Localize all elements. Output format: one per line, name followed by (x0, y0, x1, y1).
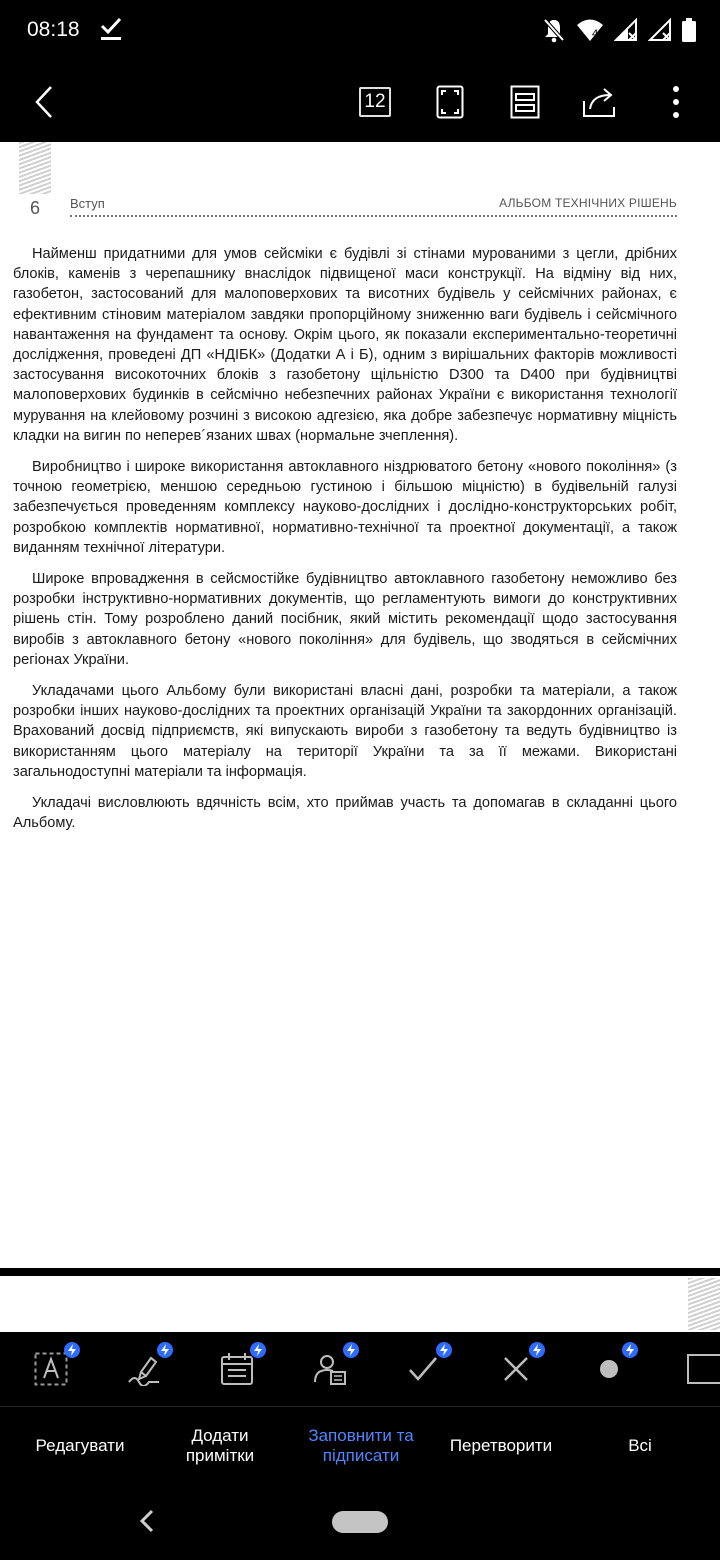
tab-add-notes[interactable] (150, 1407, 290, 1485)
top-toolbar (0, 62, 720, 142)
rectangle-tool[interactable] (680, 1346, 720, 1392)
status-time: 08:18 (27, 18, 80, 41)
cross-icon (499, 1352, 533, 1386)
paragraph: Широке впровадження в сейсмостійке будівництво автоклавного газобетону неможливо без розробки інструктивно-нормативних документів, що регламентують вимоги до конструктивних рішень стін. Тому розроблено даний посібник, який містить рекомендації щодо застосування виробів з автоклавного бетону «нового покоління» для будівель, що зводяться в сейсмічних регіонах України. (13, 571, 677, 668)
initials-tool[interactable] (305, 1346, 355, 1392)
paragraph: Укладачі висловлюють вдячність всім, хто приймав участь та допомагав в складанні цього Альбому. (13, 795, 677, 832)
signature-tool[interactable] (119, 1346, 169, 1392)
signature-pen-icon (127, 1352, 161, 1386)
tab-label: Всі (628, 1436, 652, 1455)
status-bar (0, 0, 720, 62)
page-layout-button[interactable] (503, 80, 547, 124)
tab-fill-sign[interactable] (290, 1407, 432, 1485)
fill-sign-tools (0, 1332, 720, 1406)
page-decoration (19, 142, 51, 194)
text-box-icon (34, 1352, 68, 1386)
battery-icon (682, 18, 696, 42)
check-icon (100, 16, 122, 42)
page-layout-icon (510, 85, 540, 119)
wifi-badge: 4 (592, 28, 599, 40)
tab-label: Заповнити та підписати (308, 1426, 414, 1465)
date-icon (220, 1352, 254, 1386)
premium-badge-icon (343, 1342, 359, 1358)
notifications-off-icon (542, 17, 566, 43)
premium-badge-icon (436, 1342, 452, 1358)
tab-label: Додати примітки (185, 1426, 255, 1465)
home-pill[interactable] (332, 1511, 388, 1533)
text-box-tool[interactable] (26, 1346, 76, 1392)
fullscreen-button[interactable] (428, 80, 472, 124)
back-button[interactable] (22, 80, 66, 124)
status-icons (542, 16, 696, 44)
page-decoration (688, 1278, 720, 1330)
document-viewer[interactable] (0, 142, 720, 1332)
more-icon (672, 85, 680, 119)
cross-tool[interactable] (491, 1346, 541, 1392)
paragraph: Виробництво і широке використання автоклавного ніздрюватого бетону «нового покоління» (з точною геометрією, меншою середньою густиною і більшою міцністю) в будівельній галузі забезпечується проведенням комплексу науково-дослідних і дослідно-конструкторських робіт, розробкою комплектів нормативної, нормативно-технічної та проектної документації, а також виданням технічної літератури. (13, 459, 677, 556)
share-button[interactable] (578, 80, 622, 124)
paragraph: Найменш придатними для умов сейсміки є будівлі зі стінами мурованими з цегли, дрібних блоків, каменів з черепашнику внаслідок підвищеної маси конструкції. На відміну від них, газобетон, застосований для малоповерхових та висотних будівель у сейсмічних районах, є ефективним стіновим матеріалом завдяки пропорційному зниженню ваги будівель і сейсмічного навантаження на фундамент та основу. Окрім цього, як показали експериментально-теоретичні дослідження, проведені ДП «НДІБК» (Додатки А і Б), одним з вирішальних факторів можливості застосування високоточних блоків з газобетону щільністю D300 та D400 при будівництві малоповерхових будинків в сейсмічно небезпечних районах України є використання технології мурування на клейовому розчині з високою адгезією, яка добре забезпечує нормативну міцність кладки на вигин по неперев´язаних швах (нормальне зчеплення). (13, 246, 677, 444)
tab-label: Перетворити (449, 1436, 553, 1455)
section-title: Вступ (70, 196, 105, 211)
page-number: 6 (30, 198, 41, 218)
date-tool[interactable] (212, 1346, 262, 1392)
checkmark-tool[interactable] (398, 1346, 448, 1392)
premium-badge-icon (622, 1342, 638, 1358)
share-icon (582, 85, 618, 119)
signal-icon (614, 18, 638, 42)
initials-icon (313, 1352, 347, 1386)
fullscreen-icon (436, 85, 464, 119)
album-title: АЛЬБОМ ТЕХНІЧНИХ РІШЕНЬ (499, 196, 677, 210)
tab-label: Редагувати (35, 1436, 125, 1455)
document-page (0, 142, 720, 1268)
body-text (13, 244, 677, 844)
checkmark-icon (406, 1352, 440, 1386)
dot-tool[interactable] (584, 1346, 634, 1392)
page-number-icon: 12 (359, 87, 391, 117)
header-divider (70, 215, 677, 217)
wifi-icon (576, 18, 604, 42)
paragraph: Укладачами цього Альбому були використані власні дані, розробки та матеріали, а також розробки інших науково-дослідних та проектних організацій України та закордонних організацій. Врахований досвід підприємств, які випускають вироби з газобетону та ведуть будівництво із використанням цього матеріалу на території України та за її межами. Використані загальнодоступні матеріали та інформація. (13, 683, 677, 780)
tab-all[interactable] (572, 1407, 708, 1485)
premium-badge-icon (250, 1342, 266, 1358)
more-button[interactable] (654, 80, 698, 124)
mode-tabs (0, 1406, 720, 1484)
next-document-page (0, 1276, 720, 1332)
back-icon (33, 85, 55, 119)
page-number-button[interactable] (353, 80, 397, 124)
dot-icon (592, 1352, 626, 1386)
tab-edit[interactable] (0, 1407, 160, 1485)
premium-badge-icon (64, 1342, 80, 1358)
system-nav-bar (0, 1484, 720, 1560)
rectangle-icon (680, 1352, 720, 1386)
premium-badge-icon (157, 1342, 173, 1358)
tab-convert[interactable] (430, 1407, 572, 1485)
nav-back-icon[interactable] (134, 1506, 160, 1536)
signal-icon (648, 18, 672, 42)
premium-badge-icon (529, 1342, 545, 1358)
